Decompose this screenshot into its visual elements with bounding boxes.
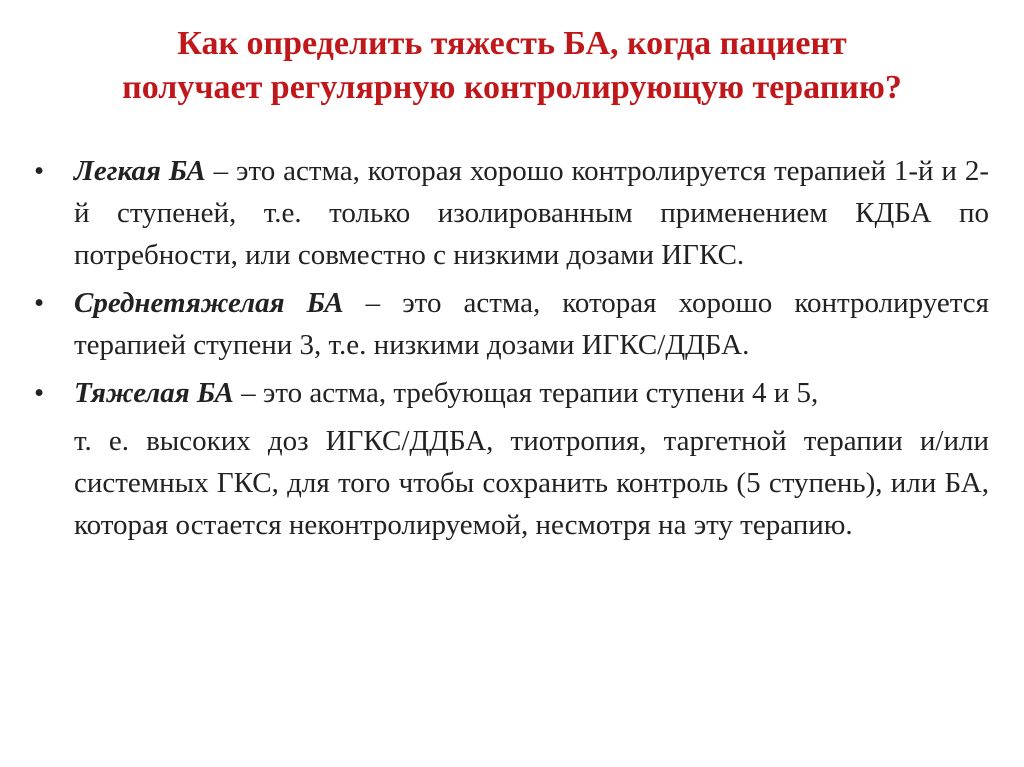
definition-moderate: – это астма, которая хорошо контролируется терапией ступени 3, т.е. низкими дозами ИГКС/ДДБА. (74, 287, 989, 361)
term-severe: Тяжелая БА (74, 377, 234, 409)
term-moderate: Среднетяжелая БА (74, 287, 344, 319)
definition-severe: – это астма, требующая терапии ступени 4 и 5, (233, 377, 819, 409)
title-line-2: получает регулярную контролирующую терапию? (122, 69, 902, 106)
term-mild: Легкая БА (74, 155, 206, 187)
severe-continuation: т. е. высоких доз ИГКС/ДДБА, тиотропия, таргетной терапии и/или системных ГКС, для того чтобы сохранить контроль (5 ступень), или БА, которая остается неконтролируемой, несмотря на эту терапию. (74, 425, 989, 541)
list-item-moderate (0, 282, 1024, 366)
list-item-mild (0, 150, 1024, 276)
title-line-1: Как определить тяжесть БА, когда пациент (177, 25, 847, 62)
slide-title (20, 22, 1004, 110)
bullet-icon: • (34, 377, 45, 409)
bullet-list (0, 150, 1024, 546)
list-item-severe (0, 372, 1024, 414)
definition-mild: – это астма, которая хорошо контролируется терапией 1-й и 2-й ступеней, т.е. только изолированным применением КДБА по потребности, или совместно с низкими дозами ИГКС. (74, 155, 989, 271)
bullet-icon: • (34, 287, 45, 319)
bullet-icon: • (34, 155, 45, 187)
